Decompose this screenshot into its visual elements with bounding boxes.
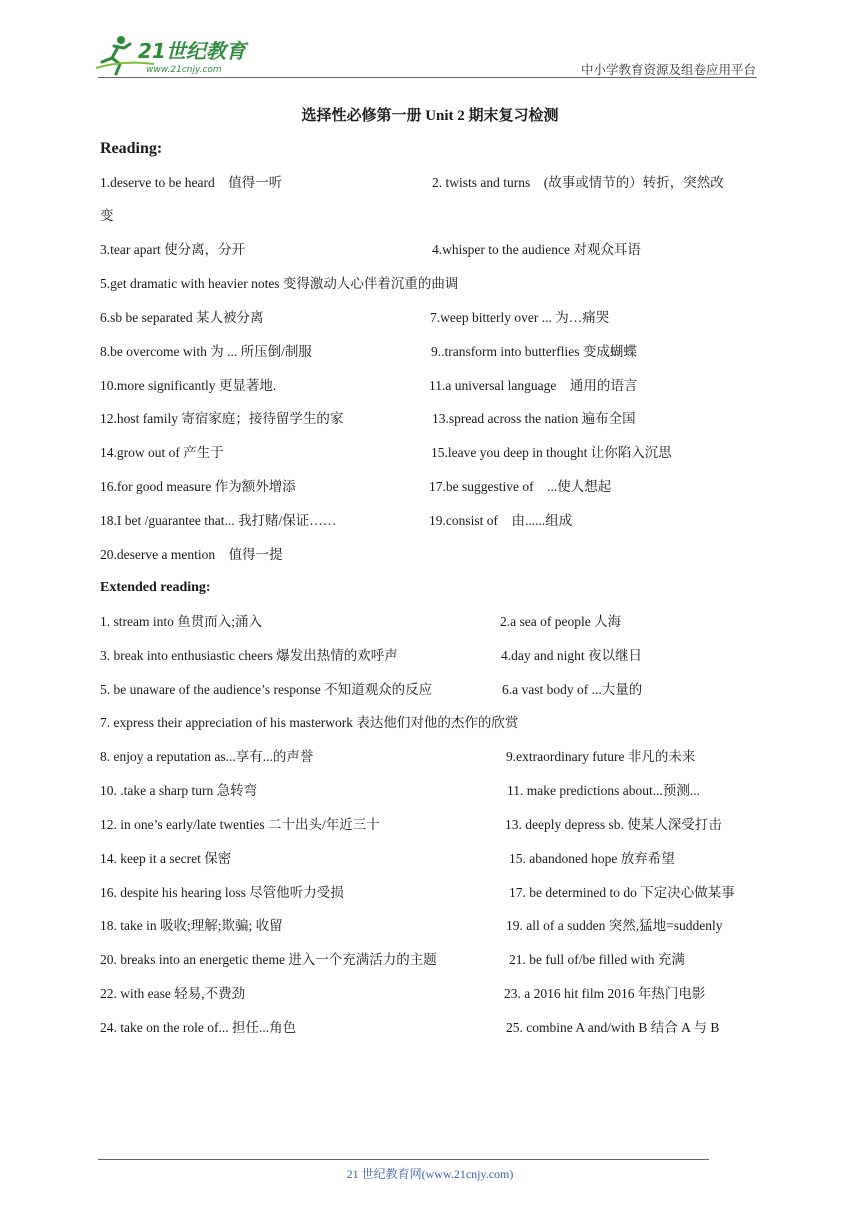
list-item: 4.day and night 夜以继日 xyxy=(501,648,642,663)
list-item: 14.grow out of 产生于 xyxy=(100,445,224,460)
list-item: 10. .take a sharp turn 急转弯 xyxy=(100,783,258,798)
list-item: 18. take in 吸收;理解;欺骗; 收留 xyxy=(100,918,283,933)
list-item: 20. breaks into an energetic theme 进入一个充满活力的主题 xyxy=(100,952,437,967)
platform-label: 中小学教育资源及组卷应用平台 xyxy=(580,62,756,77)
list-item: 19.consist of 由......组成 xyxy=(429,513,573,528)
footer-link[interactable]: 21 世纪教育网(www.21cnjy.com) xyxy=(346,1167,514,1181)
list-item: 13.spread across the nation 遍布全国 xyxy=(432,411,636,426)
list-item: 6.sb be separated 某人被分离 xyxy=(100,310,264,325)
list-item: 17.be suggestive of ...使人想起 xyxy=(429,479,612,494)
list-item: 9.extraordinary future 非凡的未来 xyxy=(506,749,696,764)
list-item: 11. make predictions about...预测... xyxy=(507,783,700,798)
list-item: 25. combine A and/with B 结合 A 与 B xyxy=(506,1020,720,1035)
list-item: 8. enjoy a reputation as...享有...的声誉 xyxy=(100,749,314,764)
list-item: 20.deserve a mention 值得一提 xyxy=(100,547,283,562)
list-item: 17. be determined to do 下定决心做某事 xyxy=(509,885,735,900)
list-item: 2. twists and turns (故事或情节的）转折，突然改 xyxy=(432,175,724,190)
site-logo xyxy=(94,34,264,78)
list-item: 16. despite his hearing loss 尽管他听力受损 xyxy=(100,885,344,900)
list-item: 16.for good measure 作为额外增添 xyxy=(100,479,296,494)
extended-reading-heading: Extended reading: xyxy=(100,580,211,595)
list-item: 19. all of a sudden 突然,猛地=suddenly xyxy=(506,918,723,933)
list-item: 15.leave you deep in thought 让你陷入沉思 xyxy=(431,445,672,460)
list-item: 13. deeply depress sb. 使某人深受打击 xyxy=(505,817,722,832)
list-item: 21. be full of/be filled with 充满 xyxy=(509,952,685,967)
list-item: 22. with ease 轻易,不费劲 xyxy=(100,986,246,1001)
logo-text: 21世纪教育 xyxy=(138,39,246,63)
list-item: 3.tear apart 使分离，分开 xyxy=(100,242,246,257)
list-item: 10.more significantly 更显著地. xyxy=(100,378,277,393)
list-item: 1.deserve to be heard 值得一听 xyxy=(100,175,283,190)
list-item: 3. break into enthusiastic cheers 爆发出热情的欢呼声 xyxy=(100,648,398,663)
list-item: 8.be overcome with 为 ... 所压倒/制服 xyxy=(100,344,312,359)
list-item: 18.I bet /guarantee that... 我打赌/保证…… xyxy=(100,513,337,528)
list-item: 15. abandoned hope 放弃希望 xyxy=(509,851,675,866)
list-item: 9..transform into butterflies 变成蝴蝶 xyxy=(431,344,637,359)
list-item: 4.whisper to the audience 对观众耳语 xyxy=(432,242,641,257)
list-item: 变 xyxy=(100,208,114,223)
list-item: 2.a sea of people 人海 xyxy=(500,614,622,629)
list-item: 7. express their appreciation of his masterwork 表达他们对他的杰作的欣赏 xyxy=(100,715,519,730)
list-item: 23. a 2016 hit film 2016 年热门电影 xyxy=(504,986,706,1001)
list-item: 12.host family 寄宿家庭；接待留学生的家 xyxy=(100,411,344,426)
footer-divider xyxy=(98,1159,709,1160)
list-item: 14. keep it a secret 保密 xyxy=(100,851,232,866)
list-item: 24. take on the role of... 担任...角色 xyxy=(100,1020,297,1035)
header-divider xyxy=(98,77,757,78)
list-item: 7.weep bitterly over ... 为…痛哭 xyxy=(430,310,610,325)
logo-url: www.21cnjy.com xyxy=(146,65,222,75)
document-title: 选择性必修第一册 Unit 2 期末复习检测 xyxy=(301,108,559,124)
reading-heading: Reading: xyxy=(100,140,163,157)
list-item: 5. be unaware of the audience’s response 不知道观众的反应 xyxy=(100,682,433,697)
list-item: 11.a universal language 通用的语言 xyxy=(429,378,638,393)
page-header xyxy=(0,0,860,80)
list-item: 6.a vast body of ...大量的 xyxy=(502,682,643,697)
list-item: 12. in one’s early/late twenties 二十出头/年近三十 xyxy=(100,817,380,832)
list-item: 5.get dramatic with heavier notes 变得激动人心伴着沉重的曲调 xyxy=(100,276,459,291)
list-item: 1. stream into 鱼贯而入;涌入 xyxy=(100,614,262,629)
